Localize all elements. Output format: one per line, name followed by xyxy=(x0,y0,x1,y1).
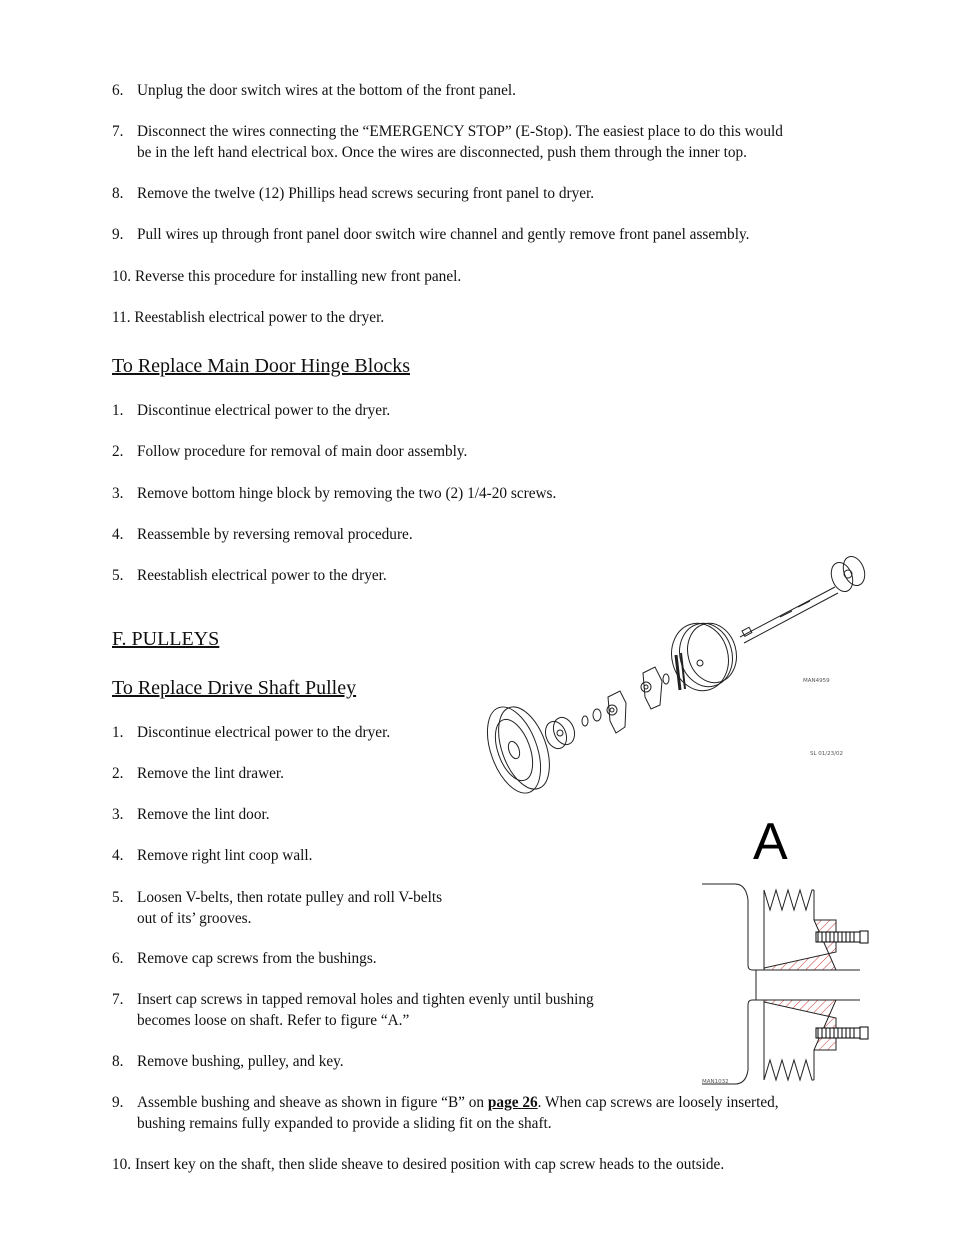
hinge-step-4: 4. Reassemble by reversing removal procedure. xyxy=(112,526,413,543)
pulley-step-2: 2. Remove the lint drawer. xyxy=(112,765,284,782)
pulleys-section-title: F. PULLEYS xyxy=(112,628,220,650)
step-6: 6. Unplug the door switch wires at the bottom of the front panel. xyxy=(112,82,516,99)
hinge-step-3: 3. Remove bottom hinge block by removing the two (2) 1/4-20 screws. xyxy=(112,485,557,502)
pulleys-subtitle: To Replace Drive Shaft Pulley xyxy=(112,677,357,699)
pulley-step-10: 10. Insert key on the shaft, then slide sheave to desired position with cap screw heads to the outside. xyxy=(112,1156,725,1173)
step-8: 8. Remove the twelve (12) Phillips head screws securing front panel to dryer. xyxy=(112,185,595,202)
hinge-section-title: To Replace Main Door Hinge Blocks xyxy=(112,355,410,377)
step-10: 10. Reverse this procedure for installing new front panel. xyxy=(112,268,462,285)
pulley-step-6: 6. Remove cap screws from the bushings. xyxy=(112,950,377,967)
exploded-figure-code: MAN4959 xyxy=(803,678,830,684)
hinge-step-1: 1. Discontinue electrical power to the dryer. xyxy=(112,402,391,419)
figure-a-letter: A xyxy=(753,813,788,871)
pulley-step-1: 1. Discontinue electrical power to the dryer. xyxy=(112,724,391,741)
exploded-figure-date: SL 01/23/02 xyxy=(810,751,844,757)
hinge-step-5: 5. Reestablish electrical power to the dryer. xyxy=(112,567,387,584)
figure-a-cross-section xyxy=(700,880,875,1090)
pulley-step-4: 4. Remove right lint coop wall. xyxy=(112,847,313,864)
step-11: 11. Reestablish electrical power to the dryer. xyxy=(112,309,385,326)
exploded-pulley-diagram xyxy=(480,545,880,805)
step-7: 7. Disconnect the wires connecting the “EMERGENCY STOP” (E-Stop). The easiest place to do this would be in the left hand electrical box. Once the wires are disconnected, push them through the inner top. xyxy=(112,123,783,161)
step-9: 9. Pull wires up through front panel door switch wire channel and gently remove front panel assembly. xyxy=(112,226,750,243)
pulley-step-5: 5. Loosen V-belts, then rotate pulley and roll V-belts out of its’ grooves. xyxy=(112,889,443,927)
pulley-step-7: 7. Insert cap screws in tapped removal holes and tighten evenly until bushing becomes loose on shaft. Refer to figure “A.” xyxy=(112,991,594,1029)
pulley-step-8: 8. Remove bushing, pulley, and key. xyxy=(112,1053,344,1070)
hinge-step-2: 2. Follow procedure for removal of main door assembly. xyxy=(112,443,468,460)
figure-a-code: MAN1032 xyxy=(702,1079,729,1085)
pulley-step-9: 9. Assemble bushing and sheave as shown in figure “B” on page 26. When cap screws are loosely inserted, bushing remains fully expanded to provide a sliding fit on the shaft. xyxy=(112,1094,779,1132)
pulley-step-3: 3. Remove the lint door. xyxy=(112,806,270,823)
page-26-link[interactable]: page 26 xyxy=(487,1094,538,1111)
